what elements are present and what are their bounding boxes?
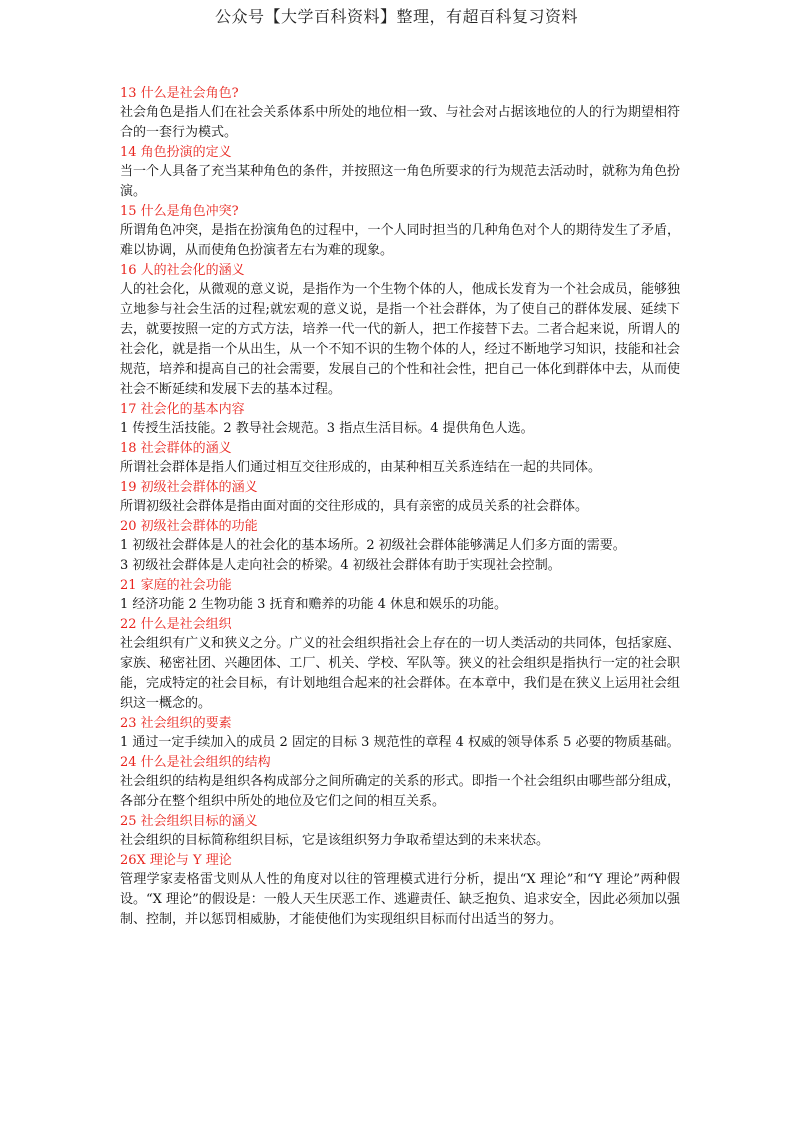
section-24 (120, 753, 680, 812)
section-heading: 20 初级社会群体的功能 (120, 519, 258, 534)
paragraph: 社会组织有广义和狭义之分。广义的社会组织指社会上存在的一切人类活动的共同体，包括家庭、家族、秘密社团、兴趣团体、工厂、机关、学校、军队等。狭义的社会组织是指执行一定的社会职能，完成特定的社会目标，有计划地组合起来的社会群体。在本章中，我们是在狭义上运用社会组织这一概念的。 (120, 636, 680, 711)
section-25 (120, 812, 680, 851)
section-22 (120, 615, 680, 714)
section-heading: 18 社会群体的涵义 (120, 441, 232, 456)
section-body (120, 280, 680, 400)
section-heading: 16 人的社会化的涵义 (120, 263, 245, 278)
section-body (120, 536, 680, 576)
section-body (120, 733, 680, 753)
section-17 (120, 400, 680, 439)
section-body (120, 103, 680, 143)
paragraph: 社会角色是指人们在社会关系体系中所处的地位相一致、与社会对占据该地位的人的行为期望相符合的一套行为模式。 (120, 105, 680, 140)
paragraph: 所谓角色冲突，是指在扮演角色的过程中，一个人同时担当的几种角色对个人的期待发生了矛盾，难以协调，从而使角色扮演者左右为难的现象。 (120, 223, 680, 258)
section-19 (120, 478, 680, 517)
paragraph: 社会组织的目标简称组织目标，它是该组织努力争取希望达到的未来状态。 (120, 833, 550, 848)
section-heading: 14 角色扮演的定义 (120, 145, 232, 160)
section-body (120, 419, 680, 439)
paragraph: 社会组织的结构是组织各构成部分之间所确定的关系的形式。即指一个社会组织由哪些部分组成，各部分在整个组织中所处的地位及它们之间的相互关系。 (120, 774, 680, 809)
section-16 (120, 261, 680, 400)
paragraph: 所谓社会群体是指人们通过相互交往形成的，由某种相互关系连结在一起的共同体。 (120, 460, 602, 475)
section-body (120, 831, 680, 851)
section-body (120, 634, 680, 714)
page-header: 公众号【大学百科资料】整理，有超百科复习资料 (214, 7, 578, 26)
paragraph: 管理学家麦格雷戈则从人性的角度对以往的管理模式进行分析，提出“X 理论”和“Y 理论”两种假设。“X 理论”的假设是：一般人天生厌恶工作、逃避责任、缺乏抱负、追求安全，因此必须加以强制、控制，并以惩罚相威胁，才能使他们为实现组织目标而付出适当的努力。 (120, 872, 680, 927)
paragraph: 1 经济功能 2 生物功能 3 抚育和赡养的功能 4 休息和娱乐的功能。 (120, 597, 508, 612)
section-26 (120, 851, 680, 930)
section-14 (120, 143, 680, 202)
paragraph: 所谓初级社会群体是指由面对面的交往形成的，具有亲密的成员关系的社会群体。 (120, 499, 589, 514)
section-body (120, 162, 680, 202)
section-heading: 26X 理论与 Y 理论 (120, 853, 232, 868)
section-body (120, 497, 680, 517)
section-body (120, 458, 680, 478)
section-21 (120, 576, 680, 615)
paragraph: 1 初级社会群体是人的社会化的基本场所。2 初级社会群体能够满足人们多方面的需要。 (120, 538, 626, 553)
section-18 (120, 439, 680, 478)
document-content (120, 84, 680, 930)
section-body (120, 772, 680, 812)
section-heading: 23 社会组织的要素 (120, 716, 232, 731)
paragraph: 1 通过一定手续加入的成员 2 固定的目标 3 规范性的章程 4 权威的领导体系 5 必要的物质基础。 (120, 735, 680, 750)
paragraph: 3 初级社会群体是人走向社会的桥梁。4 初级社会群体有助于实现社会控制。 (120, 558, 561, 573)
section-23 (120, 714, 680, 753)
section-heading: 17 社会化的基本内容 (120, 402, 245, 417)
section-20 (120, 517, 680, 576)
paragraph: 1 传授生活技能。2 教导社会规范。3 指点生活目标。4 提供角色人选。 (120, 421, 534, 436)
section-body (120, 595, 680, 615)
section-15 (120, 202, 680, 261)
section-heading: 24 什么是社会组织的结构 (120, 755, 271, 770)
section-heading: 13 什么是社会角色? (120, 86, 239, 101)
section-body (120, 870, 680, 930)
section-heading: 21 家庭的社会功能 (120, 578, 232, 593)
paragraph: 人的社会化，从微观的意义说，是指作为一个生物个体的人，他成长发育为一个社会成员，能够独立地参与社会生活的过程;就宏观的意义说，是指一个社会群体，为了使自己的群体发展、延续下去，就要按照一定的方式方法，培养一代一代的新人，把工作接替下去。二者合起来说，所谓人的社会化，就是指一个从出生，从一个不知不识的生物个体的人，经过不断地学习知识，技能和社会规范，培养和提高自己的社会需要，发展自己的个性和社会性，把自己一体化到群体中去，从而使社会不断延续和发展下去的基本过程。 (120, 282, 680, 397)
section-13 (120, 84, 680, 143)
section-heading: 22 什么是社会组织 (120, 617, 232, 632)
section-heading: 15 什么是角色冲突? (120, 204, 239, 219)
section-body (120, 221, 680, 261)
paragraph: 当一个人具备了充当某种角色的条件，并按照这一角色所要求的行为规范去活动时，就称为角色扮演。 (120, 164, 680, 199)
section-heading: 19 初级社会群体的涵义 (120, 480, 258, 495)
section-heading: 25 社会组织目标的涵义 (120, 814, 258, 829)
